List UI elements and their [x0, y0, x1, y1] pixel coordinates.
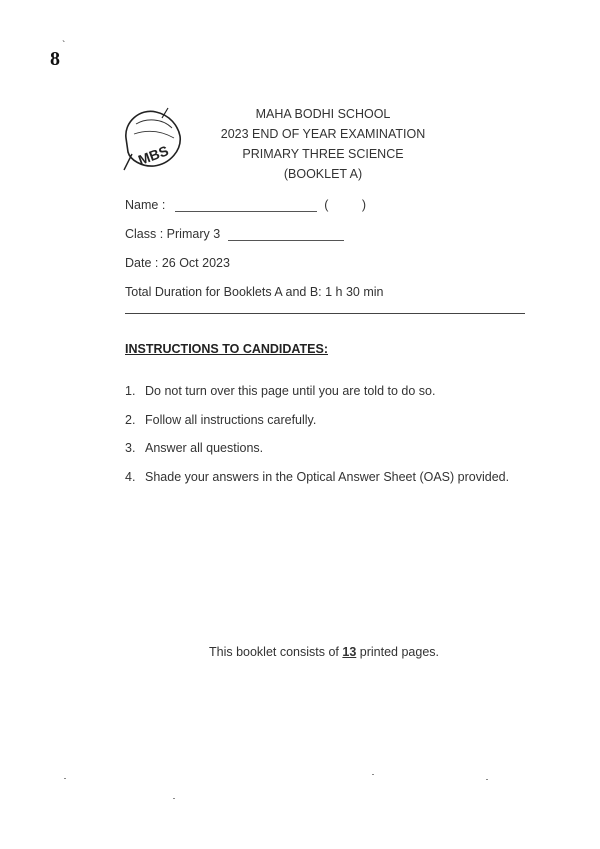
instruction-item — [125, 441, 509, 470]
name-blank-line[interactable] — [175, 199, 317, 212]
date-field — [125, 256, 230, 270]
instruction-text: Answer all questions. — [145, 441, 264, 455]
page-number: 8 — [50, 48, 60, 70]
scan-speck — [173, 798, 175, 799]
school-name: MAHA BODHI SCHOOL — [255, 107, 391, 121]
scan-speck — [486, 779, 488, 780]
page-count-suffix: printed pages. — [356, 645, 439, 659]
instruction-item — [125, 470, 509, 499]
duration-field — [125, 285, 383, 299]
page-count: 13 — [342, 645, 357, 659]
logo-text: MBS — [135, 142, 171, 169]
subject-title: PRIMARY THREE SCIENCE — [242, 147, 404, 161]
scan-speck — [372, 774, 374, 775]
exam-title: 2023 END OF YEAR EXAMINATION — [220, 127, 426, 141]
register-number-open: ( — [324, 198, 329, 212]
instruction-text: Do not turn over this page until you are told to do so. — [145, 384, 436, 398]
instruction-number: 4. — [125, 469, 136, 484]
class-label: Class : Primary 3 — [125, 227, 221, 241]
scan-speck — [64, 778, 66, 779]
instruction-text: Shade your answers in the Optical Answer Sheet (OAS) provided. — [145, 469, 510, 484]
school-logo — [118, 104, 188, 172]
date-label: Date : 26 Oct 2023 — [125, 256, 230, 270]
header-divider — [125, 313, 525, 314]
instruction-number: 3. — [125, 441, 136, 455]
name-field — [125, 198, 366, 212]
booklet-label: (BOOKLET A) — [283, 167, 363, 181]
stray-mark: ` — [62, 40, 66, 51]
instruction-item — [125, 384, 509, 413]
instruction-number: 2. — [125, 412, 136, 427]
class-blank-line[interactable] — [228, 228, 344, 241]
name-label: Name : — [125, 198, 166, 212]
instruction-text: Follow all instructions carefully. — [145, 412, 317, 427]
page-count-note — [0, 645, 600, 659]
exam-header — [200, 104, 446, 184]
class-field — [125, 227, 344, 241]
instruction-number: 1. — [125, 384, 136, 398]
instructions-heading: INSTRUCTIONS TO CANDIDATES: — [125, 342, 329, 356]
instructions-list — [125, 384, 509, 498]
page-count-prefix: This booklet consists of — [208, 645, 343, 659]
duration-label: Total Duration for Booklets A and B: 1 h 30 min — [125, 285, 384, 299]
instruction-item — [125, 413, 509, 442]
register-number-close: ) — [361, 198, 367, 212]
